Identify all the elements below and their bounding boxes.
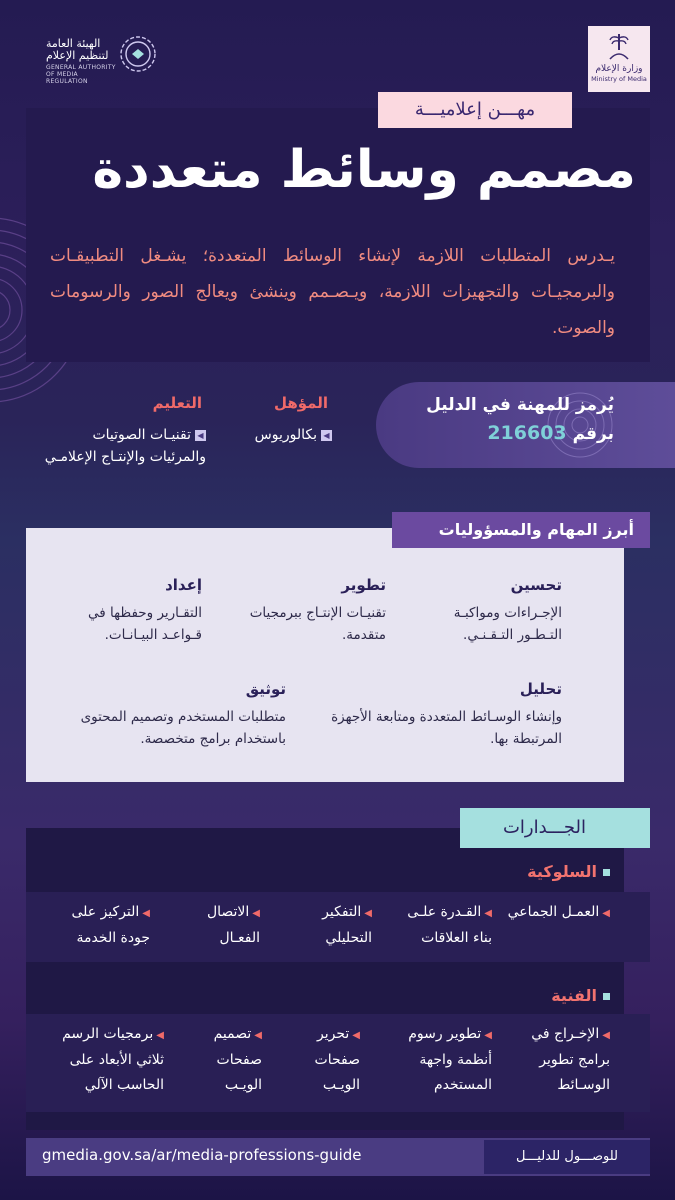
- competency-item: [176, 1022, 262, 1098]
- task-body: متطلبات المستخدم وتصميم المحتوى باستخدام برامج متخصصة.: [80, 709, 286, 747]
- task-item: [56, 680, 286, 750]
- competency-text: الإخـراج في برامج تطوير الوسـائط: [531, 1026, 610, 1093]
- arrow-icon: ◀: [364, 908, 372, 919]
- task-body: تقنيـات الإنتـاج ببرمجيات متقدمة.: [249, 605, 386, 643]
- task-body: الإجـراءات ومواكبـة التـطـور التـقـنـي.: [453, 605, 562, 643]
- task-body: التقـارير وحفظها في قـواعـد البيـانـات.: [88, 605, 202, 643]
- technical-label-text: الفنية: [551, 986, 597, 1005]
- arrow-icon: ◀: [602, 908, 610, 919]
- competency-item: [384, 900, 492, 951]
- task-body: وإنشاء الوسـائط المتعددة ومتابعة الأجهزة المرتبطة بها.: [331, 709, 562, 747]
- gamr-name-ar: الهيئة العامة لتنظيم الإعلام: [46, 37, 109, 62]
- task-title: تحليل: [519, 680, 562, 698]
- task-item: [430, 576, 562, 646]
- qualification-text: بكالوريوس: [254, 427, 317, 443]
- code-caption: يُرمز للمهنة في الدليل: [426, 395, 614, 415]
- guide-access-label: للوصـــول للدليـــل: [484, 1140, 650, 1174]
- task-item: [320, 680, 562, 750]
- competencies-header: الجـــدارات: [460, 808, 650, 848]
- competency-text: تصميم صفحات الويـب: [213, 1026, 262, 1093]
- code-prefix: برقم: [572, 424, 614, 444]
- ministry-name-ar: وزارة الإعلام: [595, 64, 643, 74]
- competency-text: التركيز على جودة الخدمة: [71, 904, 150, 946]
- technical-label: [470, 986, 610, 1005]
- education-label: التعليم: [152, 394, 202, 412]
- competency-text: العمـل الجماعي: [507, 904, 600, 920]
- competency-text: التفكير التحليلي: [322, 904, 372, 946]
- education-value: [40, 424, 206, 468]
- education-text: تقنيـات الصوتيات والمرئيات والإنتـاج الإعلامـي: [44, 427, 206, 465]
- page-title: مصمم وسائط متعددة: [92, 140, 636, 200]
- qualification-value: [222, 424, 332, 446]
- arrow-icon: ◀: [352, 1030, 360, 1041]
- task-title: تطوير: [341, 576, 386, 594]
- task-item: [56, 576, 202, 646]
- arrow-icon: ◀: [484, 908, 492, 919]
- competency-item: [40, 1022, 164, 1098]
- category-tag: مهـــن إعلاميـــة: [378, 92, 572, 128]
- arrow-icon: ◀: [254, 1030, 262, 1041]
- chevron-left-icon: ◀: [195, 430, 206, 441]
- gamr-wordmark: [46, 38, 116, 85]
- arrow-icon: ◀: [156, 1030, 164, 1041]
- competency-text: القـدرة علـى بناء العلاقات: [407, 904, 492, 946]
- arrow-icon: ◀: [602, 1030, 610, 1041]
- task-title: إعداد: [165, 576, 202, 594]
- code-number-line: [392, 422, 614, 444]
- profession-description: يـدرس المتطلبات اللازمة لإنشاء الوسائط المتعددة؛ يشـغل التطبيقـات والبرمجيـات والتجهيزات اللازمة، ويـصـمم وينشئ ويعالج الصور والرسومات والصوت.: [50, 246, 615, 338]
- behavioral-label: [470, 862, 610, 881]
- task-item: [244, 576, 386, 646]
- task-title: تحسين: [510, 576, 562, 594]
- qualification-label: المؤهل: [273, 394, 328, 412]
- ministry-logo: [588, 26, 650, 92]
- gamr-logo-icon: [118, 34, 158, 74]
- competency-item: [164, 900, 260, 951]
- arrow-icon: ◀: [252, 908, 260, 919]
- chevron-left-icon: ◀: [321, 430, 332, 441]
- arrow-icon: ◀: [142, 908, 150, 919]
- arrow-icon: ◀: [484, 1030, 492, 1041]
- competency-text: تطوير رسوم أنظمة واجهة المستخدم: [408, 1026, 492, 1093]
- competency-item: [276, 1022, 360, 1098]
- square-bullet-icon: [603, 993, 610, 1000]
- tasks-header: أبرز المهام والمسؤوليات: [392, 512, 650, 548]
- competency-text: برمجيات الرسم ثلاثي الأبعاد على الحاسب الآلي: [62, 1026, 164, 1093]
- competency-item: [500, 1022, 610, 1098]
- square-bullet-icon: [603, 869, 610, 876]
- competency-item: [276, 900, 372, 951]
- competency-item: [40, 900, 150, 951]
- behavioral-label-text: السلوكية: [527, 862, 597, 881]
- competency-text: تحرير صفحات الويـب: [314, 1026, 360, 1093]
- palm-swords-icon: [607, 32, 631, 62]
- guide-link[interactable]: gmedia.gov.sa/ar/media-professions-guide: [42, 1146, 362, 1164]
- task-title: توثيق: [245, 680, 286, 698]
- competency-item: [500, 900, 610, 926]
- ministry-name-en: Ministry of Media: [591, 75, 647, 83]
- gamr-name-en: GENERAL AUTHORITY OF MEDIA REGULATION: [46, 64, 116, 85]
- competency-item: [372, 1022, 492, 1098]
- profession-code: 216603: [487, 422, 567, 444]
- competency-text: الاتصال الفعـال: [206, 904, 260, 946]
